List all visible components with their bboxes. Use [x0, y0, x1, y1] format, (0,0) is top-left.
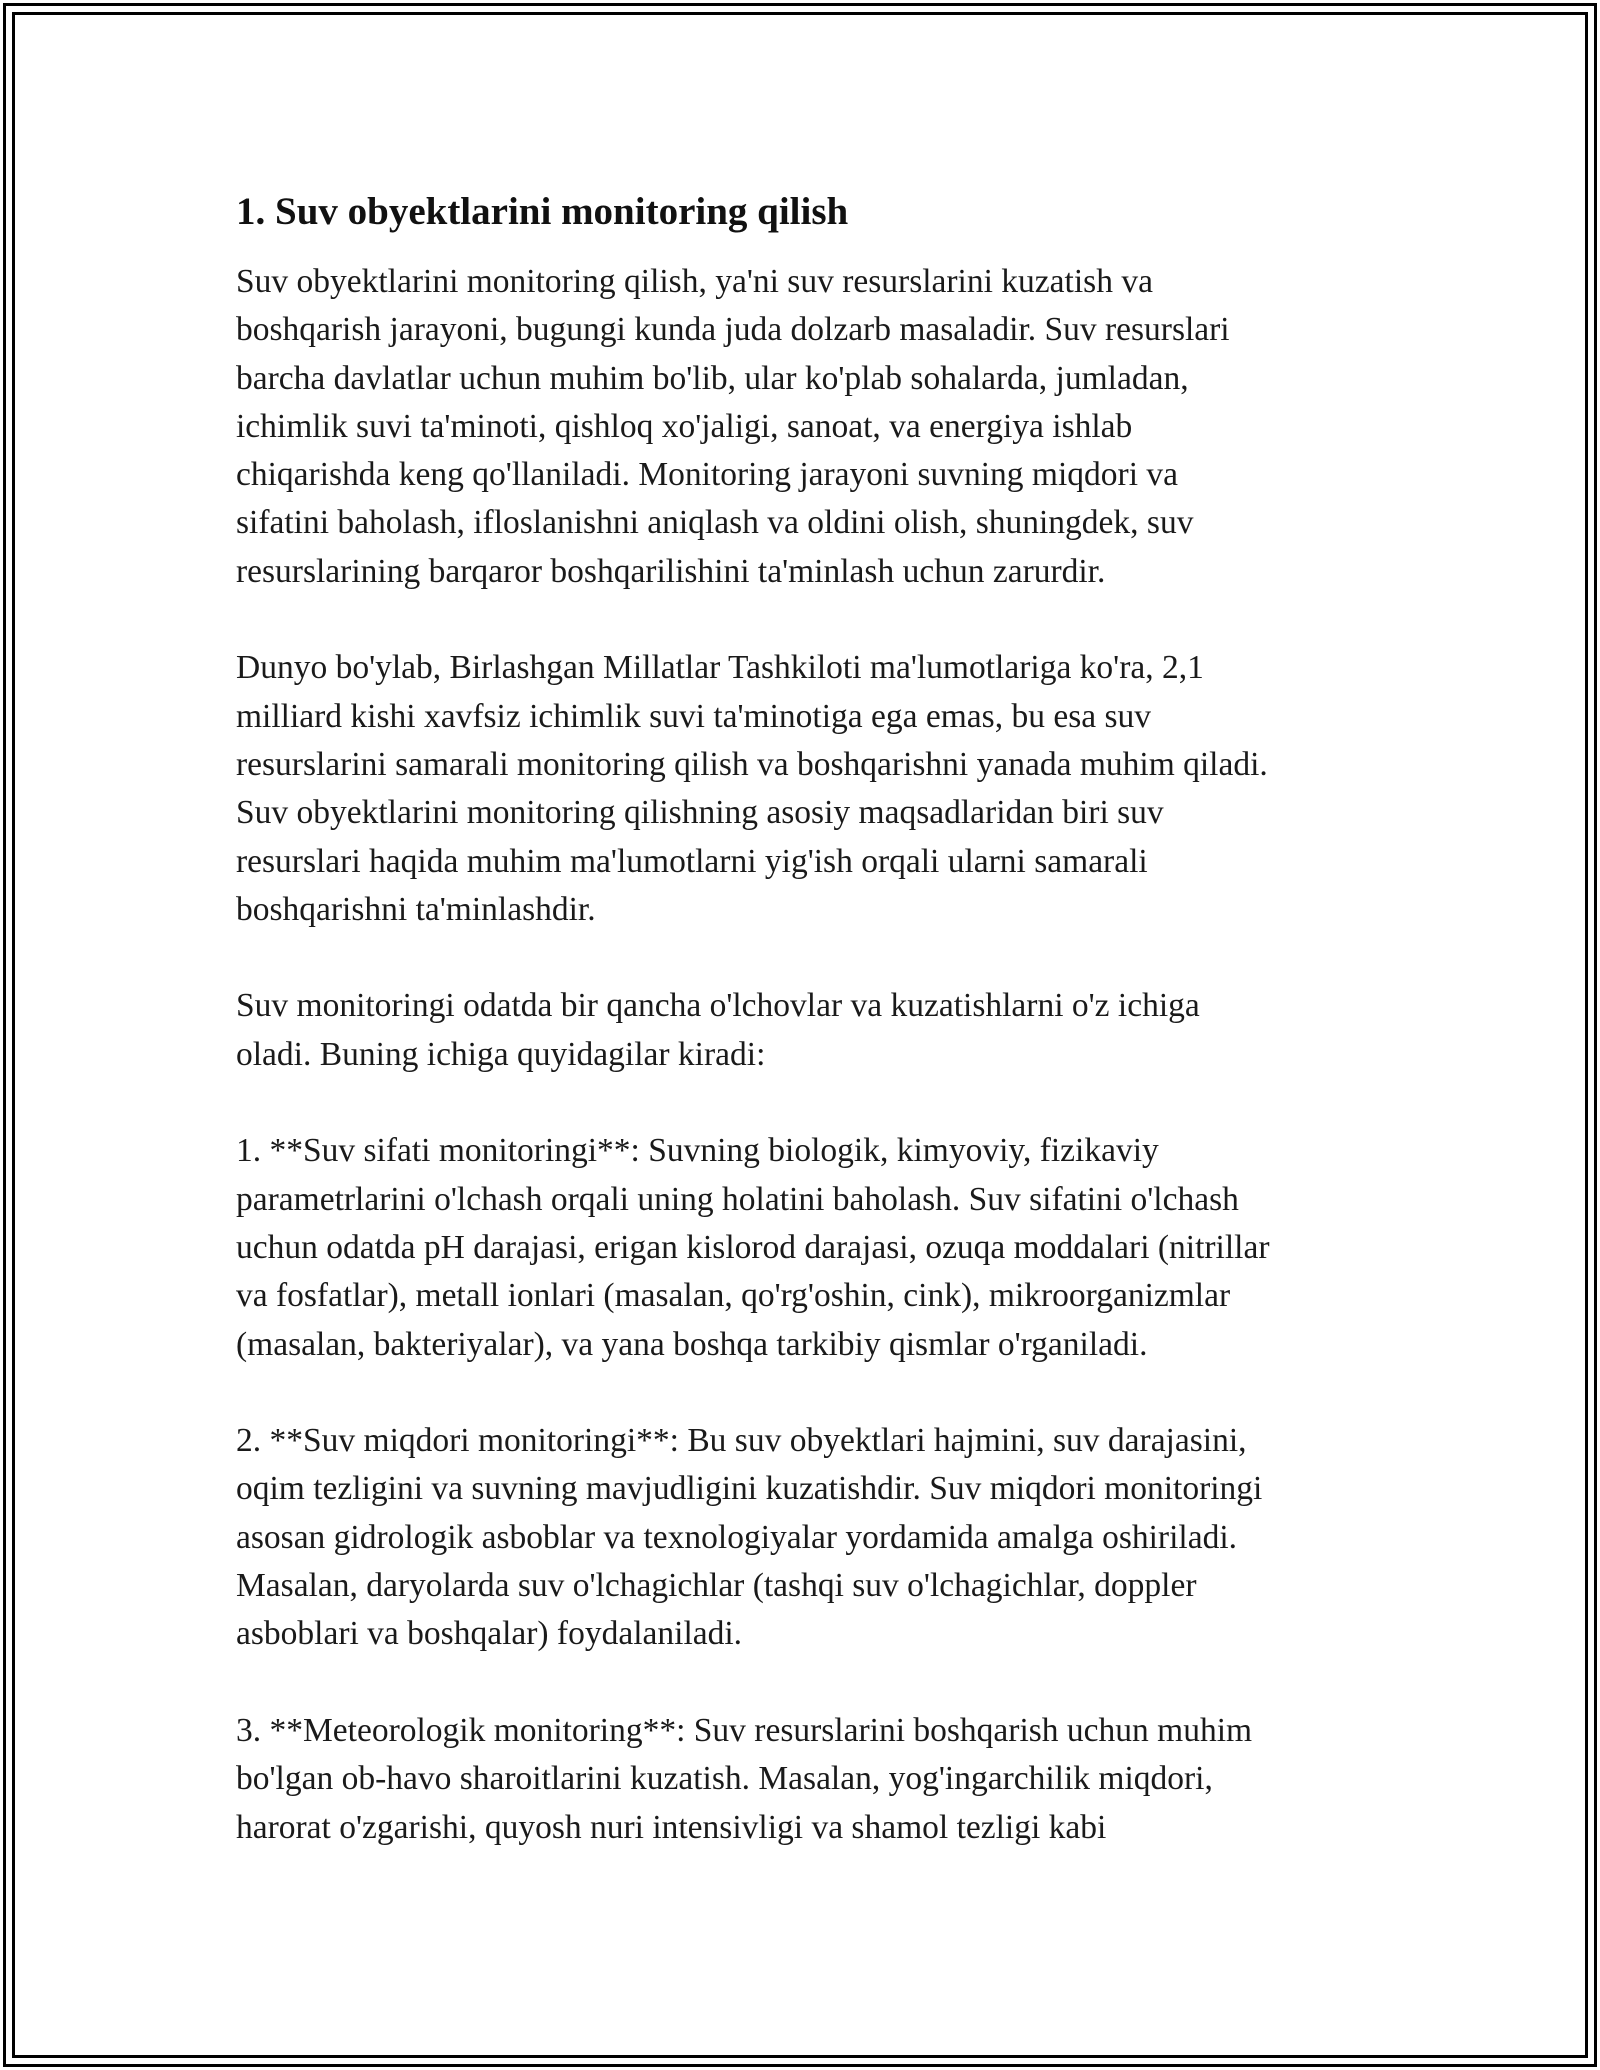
paragraph-line: Masalan, daryolarda suv o'lchagichlar (tashqi suv o'lchagichlar, doppler [236, 1567, 1197, 1605]
paragraph-line: barcha davlatlar uchun muhim bo'lib, ular ko'plab sohalarda, jumladan, [236, 359, 1189, 397]
paragraph-line: sifatini baholash, ifloslanishni aniqlash va oldini olish, shuningdek, suv [236, 504, 1194, 542]
paragraph-line: parametrlarini o'lchash orqali uning holatini baholash. Suv sifatini o'lchash [236, 1180, 1239, 1218]
paragraph-line: ichimlik suvi ta'minoti, qishloq xo'jaligi, sanoat, va energiya ishlab [236, 407, 1133, 445]
document-body [236, 186, 1376, 1852]
paragraph-line: resurslarini samarali monitoring qilish va boshqarishni yanada muhim qiladi. [236, 745, 1268, 783]
paragraph-line: oladi. Buning ichiga quyidagilar kiradi: [236, 1035, 766, 1073]
paragraph-line: resurslari haqida muhim ma'lumotlarni yig'ish orqali ularni samarali [236, 842, 1148, 880]
paragraph-line: va fosfatlar), metall ionlari (masalan, qo'rg'oshin, cink), mikroorganizmlar [236, 1277, 1231, 1315]
document-title: 1. Suv obyektlarini monitoring qilish [236, 190, 849, 233]
paragraph-line: Suv obyektlarini monitoring qilishning asosiy maqsadlaridan biri suv [236, 794, 1164, 832]
paragraph-line: 2. **Suv miqdori monitoringi**: Bu suv obyektlari hajmini, suv darajasini, [236, 1422, 1247, 1460]
paragraph [236, 644, 1376, 934]
paragraph-line: uchun odatda pH darajasi, erigan kislorod darajasi, ozuqa moddalari (nitrillar [236, 1228, 1270, 1266]
paragraph-line: 1. **Suv sifati monitoringi**: Suvning biologik, kimyoviy, fizikaviy [236, 1132, 1159, 1170]
paragraph-line: harorat o'zgarishi, quyosh nuri intensivligi va shamol tezligi kabi [236, 1808, 1107, 1846]
paragraph-line: bo'lgan ob-havo sharoitlarini kuzatish. Masalan, yog'ingarchilik miqdori, [236, 1760, 1213, 1798]
paragraph-line: asboblari va boshqalar) foydalaniladi. [236, 1615, 743, 1653]
paragraph-line: boshqarishni ta'minlashdir. [236, 890, 596, 928]
paragraph-line: oqim tezligini va suvning mavjudligini kuzatishdir. Suv miqdori monitoringi [236, 1470, 1263, 1508]
paragraph-line: (masalan, bakteriyalar), va yana boshqa tarkibiy qismlar o'rganiladi. [236, 1325, 1148, 1363]
paragraph [236, 1127, 1376, 1368]
paragraph-line: boshqarish jarayoni, bugungi kunda juda dolzarb masaladir. Suv resurslari [236, 311, 1230, 349]
paragraph-list [236, 258, 1376, 1852]
paragraph-line: Suv monitoringi odatda bir qancha o'lchovlar va kuzatishlarni o'z ichiga [236, 987, 1200, 1025]
paragraph-line: resurslarining barqaror boshqarilishini ta'minlash uchun zarurdir. [236, 552, 1106, 590]
paragraph [236, 258, 1376, 596]
paragraph [236, 1417, 1376, 1658]
paragraph [236, 982, 1376, 1079]
paragraph [236, 1707, 1376, 1852]
paragraph-line: Suv obyektlarini monitoring qilish, ya'ni suv resurslarini kuzatish va [236, 263, 1153, 300]
paragraph-line: asosan gidrologik asboblar va texnologiyalar yordamida amalga oshiriladi. [236, 1518, 1238, 1556]
paragraph-line: chiqarishda keng qo'llaniladi. Monitoring jarayoni suvning miqdori va [236, 456, 1179, 494]
paragraph-line: Dunyo bo'ylab, Birlashgan Millatlar Tashkiloti ma'lumotlariga ko'ra, 2,1 [236, 649, 1204, 687]
paragraph-line: 3. **Meteorologik monitoring**: Suv resurslarini boshqarish uchun muhim [236, 1711, 1253, 1749]
paragraph-line: milliard kishi xavfsiz ichimlik suvi ta'minotiga ega emas, bu esa suv [236, 697, 1152, 735]
